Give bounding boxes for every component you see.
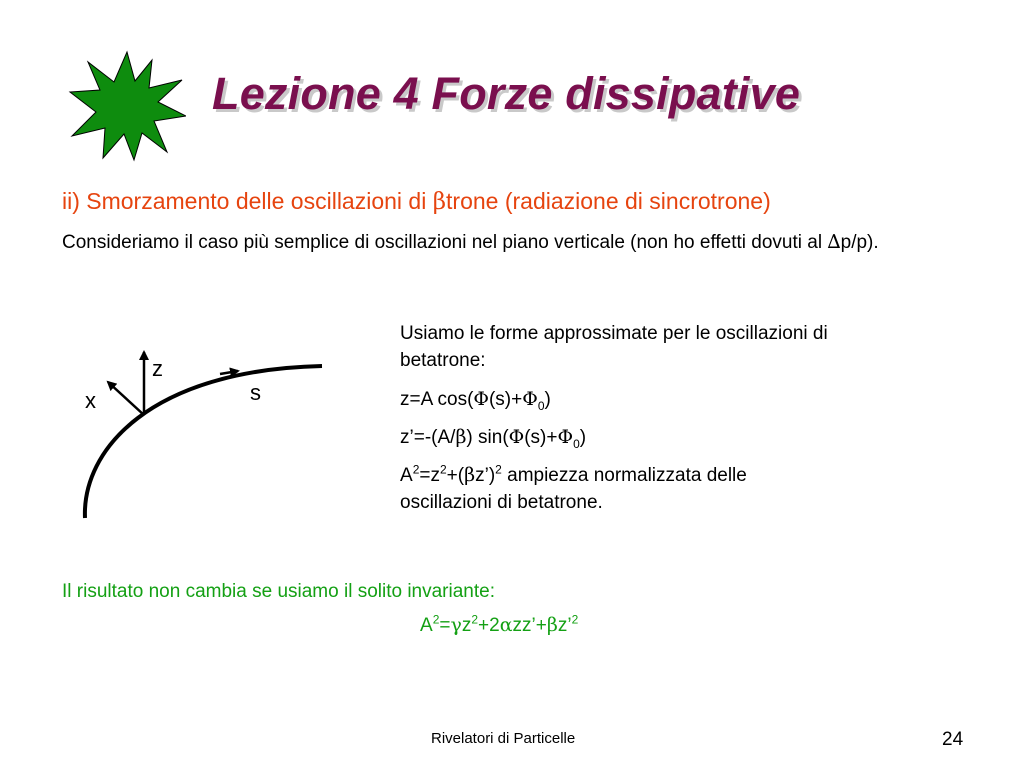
formula-z-prime: [400, 424, 840, 451]
invariant-part: A: [420, 615, 433, 636]
formula-amp-part: A: [400, 465, 413, 486]
formula-zp-part: ) sin(: [466, 427, 509, 448]
alpha-symbol: α: [499, 614, 513, 636]
superscript: 2: [495, 462, 502, 477]
invariant-part: +2: [478, 615, 500, 636]
formula-z-part: (s)+: [488, 389, 523, 410]
beta-symbol: β: [464, 464, 476, 486]
section-subtitle: [62, 188, 771, 215]
formulas-block: [400, 320, 840, 528]
invariant-part: z: [461, 615, 472, 636]
invariant-part: z’: [557, 615, 572, 636]
formula-amp-part: =z: [419, 465, 440, 486]
intro-prefix: Consideriamo il caso più semplice di oscillazioni nel piano verticale (non ho effetti dovuti al: [62, 232, 828, 253]
formula-zp-part: ): [579, 427, 587, 448]
subscript: 0: [537, 398, 545, 413]
formula-zp-part: z’=-(A/: [400, 427, 456, 448]
superscript: 2: [571, 612, 579, 627]
s-direction-arrow: [220, 371, 238, 374]
formula-amp-part: z’): [475, 465, 496, 486]
intro-suffix: p/p).: [840, 232, 879, 253]
gamma-symbol: γ: [450, 614, 462, 636]
green-star-burst-icon: [68, 50, 186, 162]
formula-amplitude: [400, 462, 840, 516]
formula-amp-part: ampiezza normalizzata delle oscillazioni di betatrone.: [400, 465, 747, 513]
formula-amp-part: +(: [446, 465, 465, 486]
superscript: 2: [439, 462, 447, 477]
invariant-formula: [420, 614, 578, 637]
formula-z-part: ): [544, 389, 551, 410]
subtitle-suffix: trone (radiazione di sincrotrone): [446, 188, 771, 214]
orbit-curve: [85, 366, 322, 518]
phi-symbol: Φ: [508, 426, 525, 448]
formulas-intro: Usiamo le forme approssimate per le oscillazioni di betatrone:: [400, 323, 828, 371]
invariant-part: =: [439, 615, 451, 636]
delta-symbol: ∆: [827, 231, 841, 253]
subscript: 0: [573, 436, 580, 451]
beta-symbol: β: [546, 614, 558, 636]
beta-symbol: β: [455, 426, 467, 448]
x-axis-arrow: [108, 382, 144, 415]
s-label: s: [250, 380, 261, 405]
subtitle-prefix: ii) Smorzamento delle oscillazioni di: [62, 188, 433, 214]
phi-symbol: Φ: [557, 426, 574, 448]
phi-symbol: Φ: [522, 388, 538, 410]
intro-paragraph: [62, 229, 962, 256]
formula-z: [400, 386, 840, 413]
superscript: 2: [471, 612, 479, 627]
beta-symbol: β: [432, 189, 447, 215]
superscript: 2: [412, 462, 420, 477]
superscript: 2: [432, 612, 440, 627]
z-label: z: [152, 356, 163, 381]
slide-title: Lezione 4 Forze dissipative: [212, 68, 801, 119]
invariant-part: zz’+: [512, 615, 547, 636]
phi-symbol: Φ: [473, 388, 489, 410]
x-label: x: [85, 388, 96, 413]
footer-course-name: Rivelatori di Particelle: [431, 730, 576, 747]
formula-z-part: z=A cos(: [400, 389, 474, 410]
coordinate-diagram: [60, 340, 330, 530]
invariant-text: Il risultato non cambia se usiamo il solito invariante:: [62, 581, 495, 602]
formula-zp-part: (s)+: [524, 427, 558, 448]
page-number: 24: [942, 729, 964, 750]
